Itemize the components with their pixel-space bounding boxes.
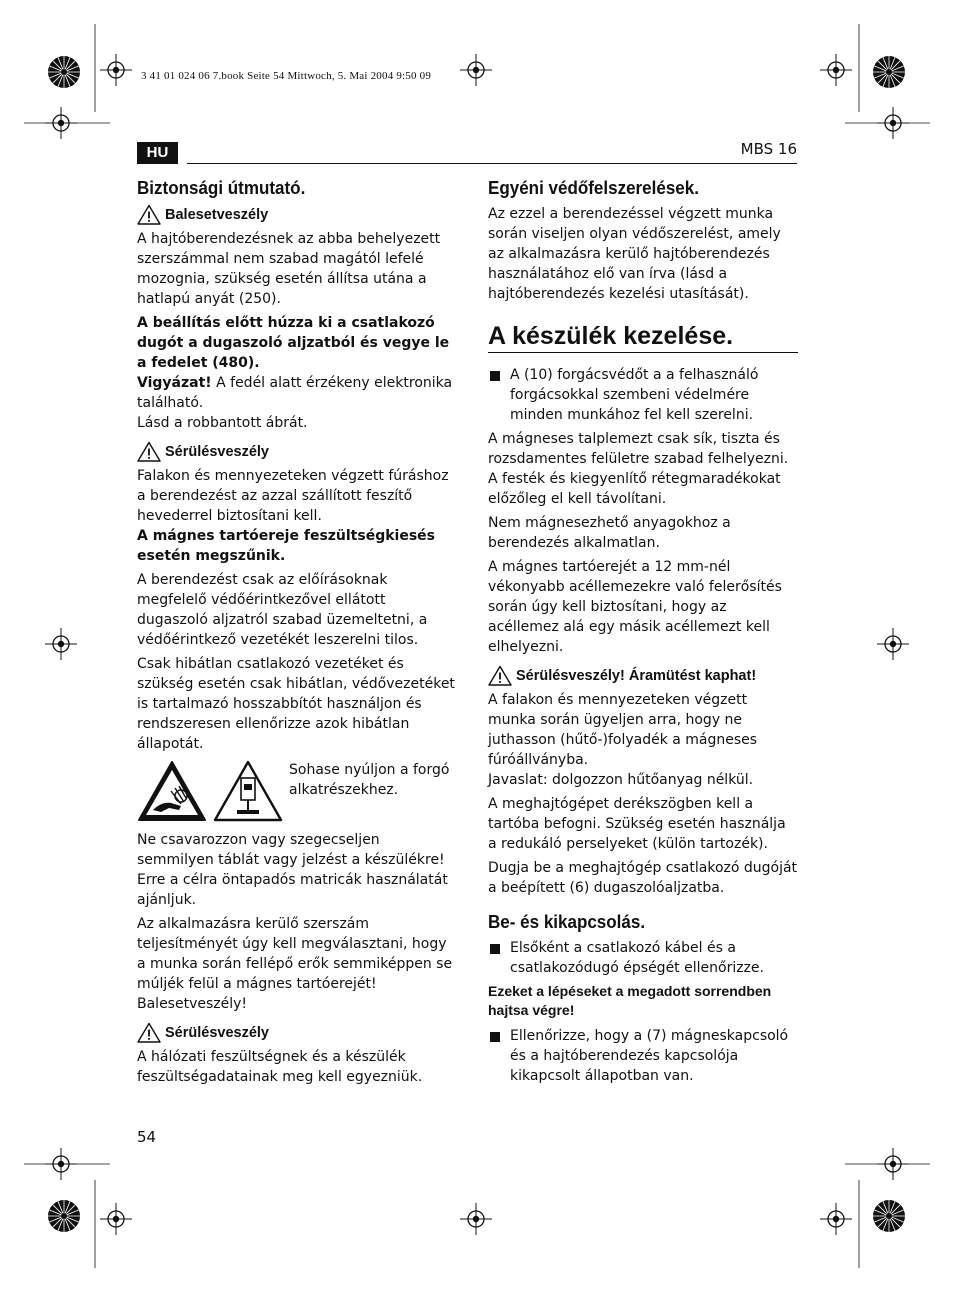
right-column xyxy=(488,178,798,1090)
warning-title: Balesetveszély xyxy=(165,206,269,223)
warning-heading xyxy=(137,441,455,462)
paragraph: A meghajtógépet derékszögben kell a tartóba befogni. Szükség esetén használja a redukáló perselyeket (külön tartozék). xyxy=(488,796,786,852)
warning-heading xyxy=(137,204,455,225)
paragraph: A mágneses talplemezt csak sík, tiszta és rozsdamentes felületre szabad felhelyezni. A festék és kiegyenlítő rétegmaradékokat előzőleg el kell távolítani. xyxy=(488,431,789,507)
header-rule xyxy=(187,163,797,164)
paragraph: Az ezzel a berendezéssel végzett munka során viseljen olyan védőszerelést, amely az alkalmazásra kerülő hajtóberendezés használatához elő van írva (lásd a hajtóberendezés kezelési utasítását). xyxy=(488,206,781,302)
bullet-square-icon xyxy=(490,944,500,954)
paragraph: A berendezést csak az előírásoknak megfelelő védőérintkezővel ellátott dugaszoló aljzatról szabad üzemeltetni, a védőérintkező vezetékét leszerelni tilos. xyxy=(137,572,428,648)
paragraph: A hálózati feszültségnek és a készülék feszültségadatainak meg kell egyezniük. xyxy=(137,1049,423,1085)
hand-rotating-parts-warning-icon xyxy=(137,760,207,822)
paragraph: A mágnes tartóerejét a 12 mm-nél vékonyabb acéllemezekre való felerősítés során úgy kell biztosítani, hogy az acéllemez alá egy másik acéllemezt kell elhelyezni. xyxy=(488,559,782,655)
section-title-switching: Be- és kikapcsolás. xyxy=(488,911,646,932)
bullet-square-icon xyxy=(490,371,500,381)
warning-triangle-icon xyxy=(488,665,512,686)
warning-triangle-icon xyxy=(137,204,161,225)
warning-title: Sérülésveszély xyxy=(165,443,269,460)
warning-heading xyxy=(137,1022,455,1043)
paragraph: Nem mágnesezhető anyagokhoz a berendezés alkalmatlan. xyxy=(488,515,731,551)
warning-title: Sérülésveszély xyxy=(165,1024,269,1041)
paragraph: Falakon és mennyezeteken végzett fúráshoz a berendezést az azzal szállított feszítő hevederrel biztosítani kell. xyxy=(137,468,449,524)
section-title-operation: A készülék kezelése. xyxy=(488,326,798,353)
bullet-item: A (10) forgácsvédőt a a felhasználó forgácsokkal szembeni védelmére minden munkához fel kell szerelni. xyxy=(488,365,798,425)
section-title-safety: Biztonsági útmutató. xyxy=(137,177,306,198)
warning-title: Sérülésveszély! Áramütést kaphat! xyxy=(516,667,757,684)
bullet-item: Ellenőrizze, hogy a (7) mágneskapcsoló és a hajtóberendezés kapcsolója kikapcsolt állapotban van. xyxy=(488,1026,798,1086)
paragraph: Vigyázat! A fedél alatt érzékeny elektronika található. xyxy=(137,375,453,411)
safety-pictograms xyxy=(137,760,455,822)
drill-press-warning-icon xyxy=(213,760,283,822)
paragraph: A hajtóberendezésnek az abba behelyezett szerszámmal nem szabad magától lefelé mozognia, szükség esetén állítsa utána a hatlapú anyát (250). xyxy=(137,231,441,307)
paragraph: Javaslat: dolgozzon hűtőanyag nélkül. xyxy=(488,772,754,788)
paragraph-bold: A beállítás előtt húzza ki a csatlakozó dugót a dugaszoló aljzatból és vegye le a fedelet (480). xyxy=(137,315,450,371)
pictogram-caption: Sohase nyúljon a forgó alkatrészekhez. xyxy=(289,762,450,798)
warning-heading xyxy=(488,665,798,686)
language-badge: HU xyxy=(137,142,178,164)
page-number: 54 xyxy=(137,1128,157,1146)
model-name: MBS 16 xyxy=(740,140,797,158)
bullet-square-icon xyxy=(490,1032,500,1042)
bullet-item: Elsőként a csatlakozó kábel és a csatlakozódugó épségét ellenőrizze. xyxy=(488,938,798,978)
warning-triangle-icon xyxy=(137,441,161,462)
paragraph: Dugja be a meghajtógép csatlakozó dugóját a beépített (6) dugaszolóaljzatba. xyxy=(488,860,798,896)
instruction-note: Ezeket a lépéseket a megadott sorrendben hajtsa végre! xyxy=(488,983,772,1018)
caution-label: Vigyázat! xyxy=(137,375,212,391)
paragraph: Az alkalmazásra kerülő szerszám teljesítményét úgy kell megválasztani, hogy a munka során fellépő erők semmiképpen se múljék felül a mágnes tartóerejét! Balesetveszély! xyxy=(137,916,453,1012)
paragraph: Csak hibátlan csatlakozó vezetéket és szükség esetén csak hibátlan, védővezetéket is tartalmazó hosszabbítót használjon és rendszeresen ellenőrizze azok hibátlan állapotát. xyxy=(137,656,455,752)
warning-triangle-icon xyxy=(137,1022,161,1043)
section-title-ppe: Egyéni védőfelszerelések. xyxy=(488,177,699,198)
paragraph: Lásd a robbantott ábrát. xyxy=(137,415,308,431)
paragraph: A falakon és mennyezeteken végzett munka során ügyeljen arra, hogy ne juthasson (hűtő-)folyadék a mágneses fúróállványba. xyxy=(488,692,758,768)
paragraph: Ne csavarozzon vagy szegecseljen semmilyen táblát vagy jelzést a készülékre! Erre a célra öntapadós matricák használatát ajánljuk. xyxy=(137,832,448,908)
file-meta: 3 41 01 024 06 7.book Seite 54 Mittwoch, 5. Mai 2004 9:50 09 xyxy=(141,70,432,82)
left-column xyxy=(137,178,455,1091)
paragraph-bold: A mágnes tartóereje feszültségkiesés esetén megszűnik. xyxy=(137,528,435,564)
